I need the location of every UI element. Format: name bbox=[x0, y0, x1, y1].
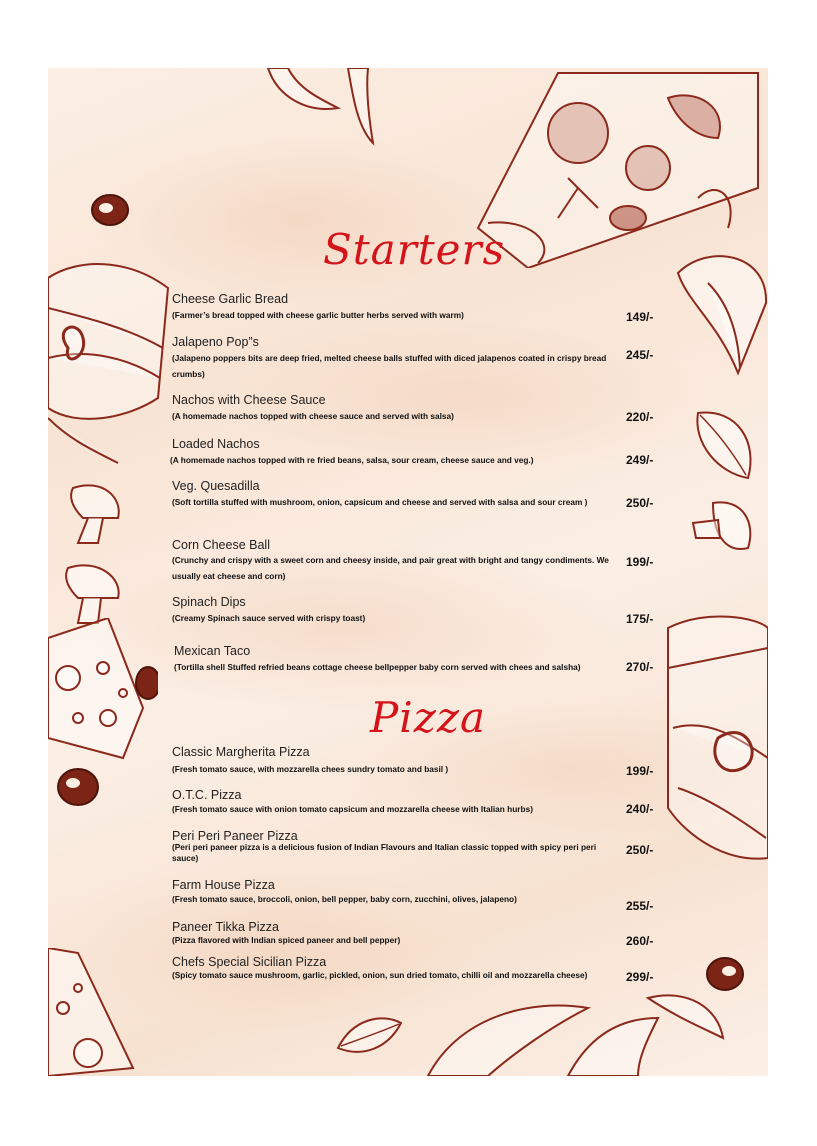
item-price: 245/- bbox=[626, 348, 654, 362]
chili-icon bbox=[648, 243, 768, 393]
item-price: 299/- bbox=[626, 970, 654, 984]
item-name: Jalapeno Pop”s bbox=[172, 335, 259, 349]
item-name: Nachos with Cheese Sauce bbox=[172, 393, 326, 407]
item-name: Peri Peri Paneer Pizza bbox=[172, 829, 298, 843]
item-name: O.T.C. Pizza bbox=[172, 788, 242, 802]
item-desc: (Jalapeno poppers bits are deep fried, melted cheese balls stuffed with diced jalapenos coated in crispy bread crumbs) bbox=[172, 353, 607, 379]
basil-leaf-icon bbox=[333, 1013, 403, 1058]
cheese-icon bbox=[48, 618, 158, 768]
item-desc: (Tortilla shell Stuffed refried beans cottage cheese bellpepper baby corn served with chees and salsha) bbox=[174, 662, 581, 672]
item-price: 250/- bbox=[626, 843, 654, 857]
olive-icon bbox=[53, 763, 103, 811]
mushroom-icon bbox=[688, 498, 758, 558]
item-name: Chefs Special Sicilian Pizza bbox=[172, 955, 327, 969]
section-title-pizza: Pizza bbox=[370, 693, 486, 742]
item-name: Corn Cheese Ball bbox=[172, 538, 270, 552]
item-desc: (A homemade nachos topped with re fried beans, salsa, sour cream, cheese sauce and veg.) bbox=[170, 455, 534, 465]
item-name: Mexican Taco bbox=[174, 644, 251, 658]
item-price: 255/- bbox=[626, 899, 654, 913]
item-name: Loaded Nachos bbox=[172, 437, 260, 451]
item-price: 199/- bbox=[626, 555, 654, 569]
wrap-illustration bbox=[648, 608, 768, 868]
item-desc: (Spicy tomato sauce mushroom, garlic, pickled, onion, sun dried tomato, chilli oil and mozzarella cheese) bbox=[172, 970, 588, 980]
item-price: 175/- bbox=[626, 612, 654, 626]
olive-icon bbox=[88, 190, 133, 230]
item-price: 240/- bbox=[626, 802, 654, 816]
item-desc: (Pizza flavored with Indian spiced paneer and bell pepper) bbox=[172, 935, 401, 945]
cheese-icon bbox=[48, 948, 158, 1076]
item-desc: (Creamy Spinach sauce served with crispy toast) bbox=[172, 613, 366, 623]
item-desc: (Crunchy and crispy with a sweet corn and cheesy inside, and pair great with bright and tangy condiments. We usually eat cheese and corn) bbox=[172, 555, 609, 581]
item-desc: (Soft tortilla stuffed with mushroom, onion, capsicum and cheese and served with salsa and sour cream ) bbox=[172, 497, 588, 507]
basil-leaf-icon bbox=[688, 403, 758, 483]
item-name: Cheese Garlic Bread bbox=[172, 292, 289, 306]
item-desc: (A homemade nachos topped with cheese sauce and served with salsa) bbox=[172, 411, 454, 421]
item-name: Spinach Dips bbox=[172, 595, 246, 609]
item-price: 149/- bbox=[626, 310, 654, 324]
item-name: Farm House Pizza bbox=[172, 878, 275, 892]
item-desc: (Fresh tomato sauce, broccoli, onion, bell pepper, baby corn, zucchini, olives, jalapeno) bbox=[172, 894, 517, 904]
chili-icon bbox=[418, 978, 728, 1076]
item-price: 260/- bbox=[626, 934, 654, 948]
item-desc: (Peri peri paneer pizza is a delicious fusion of Indian Flavours and Italian classic topped with spicy peri peri sauce) bbox=[172, 842, 597, 863]
item-name: Paneer Tikka Pizza bbox=[172, 920, 279, 934]
wrap-illustration bbox=[48, 248, 178, 468]
item-price: 270/- bbox=[626, 660, 654, 674]
section-title-starters: Starters bbox=[323, 225, 506, 274]
item-desc: (Fresh tomato sauce with onion tomato capsicum and mozzarella cheese with Italian hurbs) bbox=[172, 804, 533, 814]
item-price: 249/- bbox=[626, 453, 654, 467]
item-name: Classic Margherita Pizza bbox=[172, 745, 310, 759]
mushroom-icon bbox=[63, 478, 128, 628]
item-name: Veg. Quesadilla bbox=[172, 479, 260, 493]
item-desc: (Farmer’s bread topped with cheese garlic butter herbs served with warm) bbox=[172, 310, 464, 320]
item-desc: (Fresh tomato sauce, with mozzarella chees sundry tomato and basil ) bbox=[172, 764, 449, 774]
pizza-slice-illustration bbox=[468, 68, 768, 268]
item-price: 199/- bbox=[626, 764, 654, 778]
item-price: 220/- bbox=[626, 410, 654, 424]
item-price: 250/- bbox=[626, 496, 654, 510]
chili-icon bbox=[258, 68, 378, 148]
menu-page bbox=[48, 68, 768, 1076]
